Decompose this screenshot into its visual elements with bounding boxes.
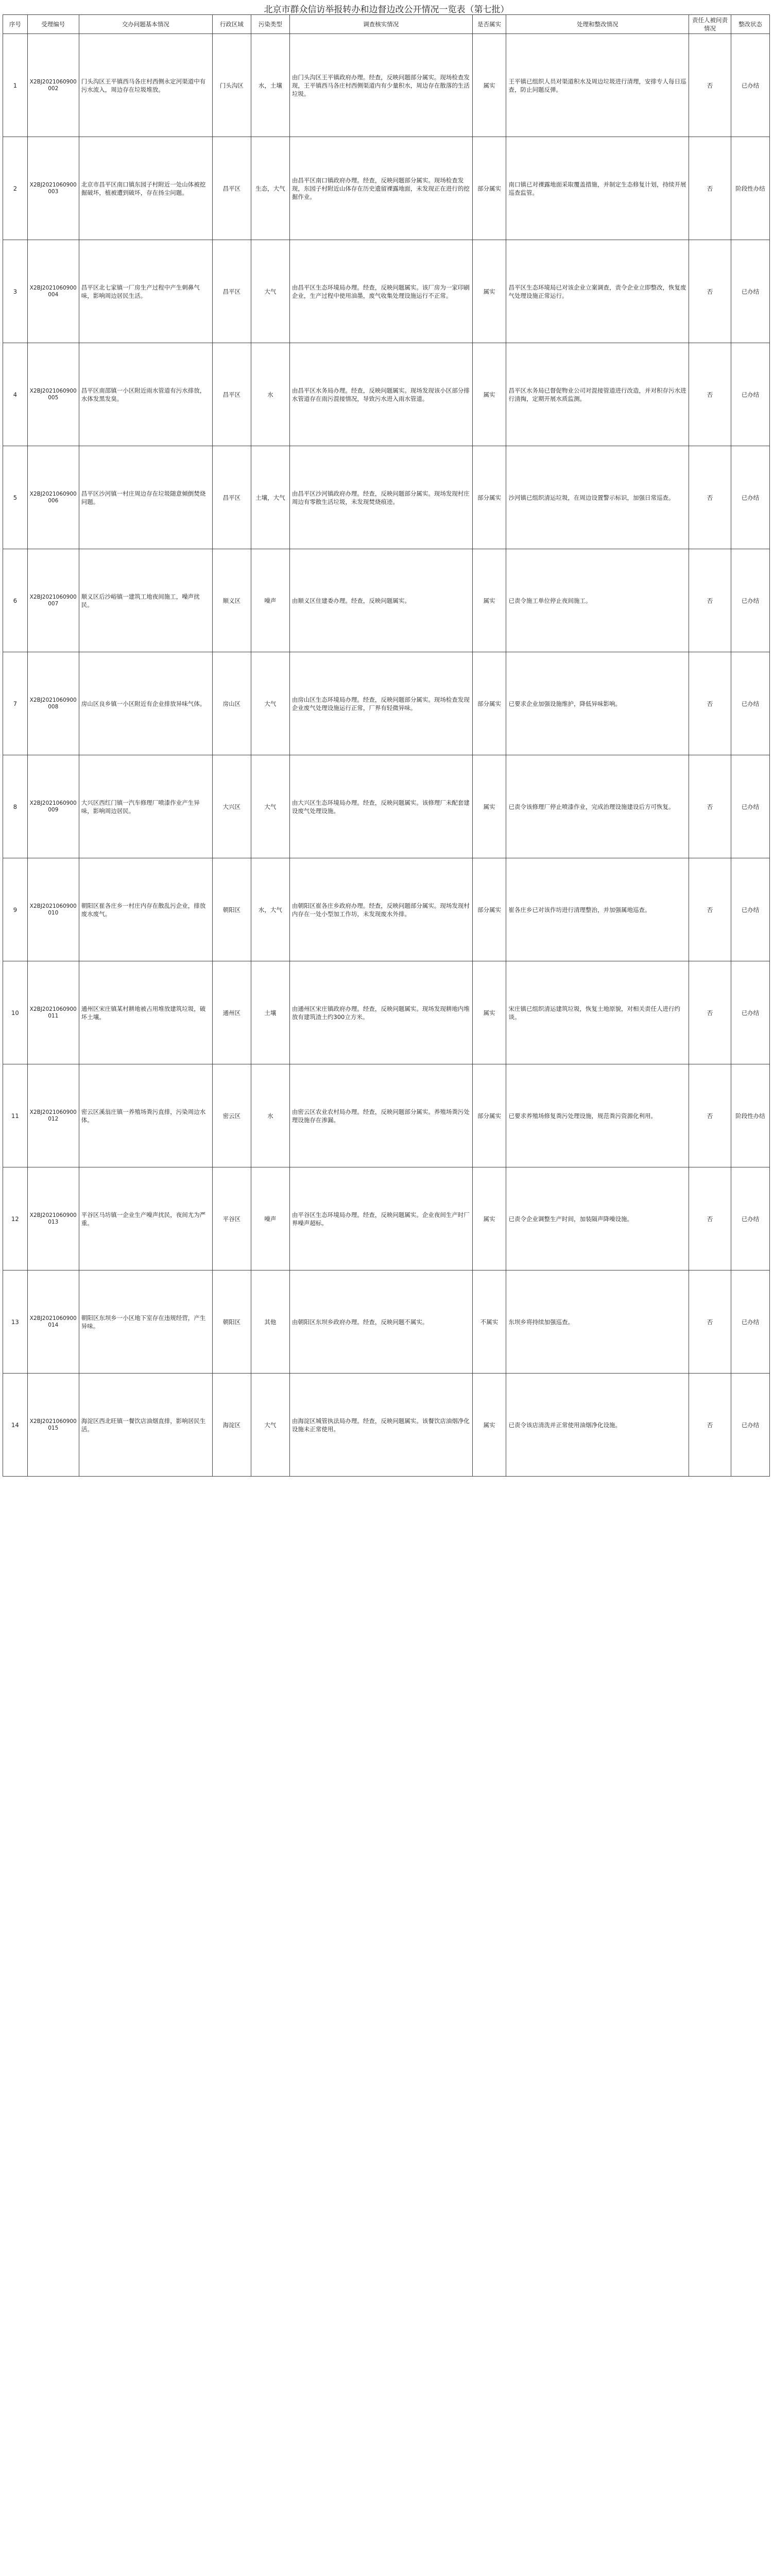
cell-basic: 昌平区北七家镇一厂房生产过程中产生刺鼻气味，影响周边居民生活。 (79, 240, 212, 343)
cell-id: X2BJ2021060900002 (27, 34, 79, 137)
cell-action: 已责令该修理厂停止喷漆作业，完成治理设施建设后方可恢复。 (506, 755, 689, 858)
cell-state: 已办结 (731, 1270, 769, 1374)
cell-survey: 由海淀区城管执法局办理。经查，反映问题属实。该餐饮店油烟净化设施未正常使用。 (289, 1374, 472, 1477)
cell-action: 已要求养殖场修复粪污处理设施，规范粪污资源化利用。 (506, 1064, 689, 1167)
table-row (3, 1270, 770, 1374)
table-row (3, 137, 770, 240)
cell-district: 平谷区 (212, 1167, 251, 1270)
cell-ptype: 生态，大气 (251, 137, 289, 240)
cell-action: 昌平区水务局已督促物业公司对混接管道进行改造，并对积存污水进行清掏，定期开展水质监测。 (506, 343, 689, 446)
cell-ptype: 大气 (251, 755, 289, 858)
header-action: 处理和整改情况 (506, 15, 689, 34)
cell-no: 9 (3, 858, 28, 961)
cell-id: X2BJ2021060900013 (27, 1167, 79, 1270)
cell-blame: 否 (689, 858, 731, 961)
cell-truth: 不属实 (472, 1270, 506, 1374)
cell-blame: 否 (689, 34, 731, 137)
cell-id: X2BJ2021060900012 (27, 1064, 79, 1167)
cell-district: 昌平区 (212, 240, 251, 343)
cell-ptype: 土壤 (251, 961, 289, 1064)
cell-state: 已办结 (731, 34, 769, 137)
cell-action: 宋庄镇已组织清运建筑垃圾，恢复土地原貌，对相关责任人进行约谈。 (506, 961, 689, 1064)
table-row (3, 549, 770, 652)
cell-id: X2BJ2021060900014 (27, 1270, 79, 1374)
cell-blame: 否 (689, 549, 731, 652)
cell-basic: 通州区宋庄镇某村耕地被占用堆放建筑垃圾，破坏土壤。 (79, 961, 212, 1064)
header-truth: 是否属实 (472, 15, 506, 34)
cell-district: 门头沟区 (212, 34, 251, 137)
cell-id: X2BJ2021060900003 (27, 137, 79, 240)
cell-truth: 属实 (472, 240, 506, 343)
cell-state: 已办结 (731, 755, 769, 858)
cell-state: 阶段性办结 (731, 137, 769, 240)
cell-survey: 由大兴区生态环境局办理。经查，反映问题属实。该修理厂未配套建设废气处理设施。 (289, 755, 472, 858)
cell-ptype: 水 (251, 343, 289, 446)
cell-blame: 否 (689, 1167, 731, 1270)
header-ptype: 污染类型 (251, 15, 289, 34)
cell-district: 朝阳区 (212, 858, 251, 961)
cell-blame: 否 (689, 961, 731, 1064)
header-id: 受理编号 (27, 15, 79, 34)
cell-basic: 平谷区马坊镇一企业生产噪声扰民，夜间尤为严重。 (79, 1167, 212, 1270)
cell-basic: 北京市昌平区南口镇东园子村附近一处山体被挖掘破坏，植被遭到破坏，存在扬尘问题。 (79, 137, 212, 240)
cell-survey: 由朝阳区崔各庄乡政府办理。经查，反映问题部分属实。现场发现村内存在一处小型加工作坊，未发现废水外排。 (289, 858, 472, 961)
cell-state: 已办结 (731, 1167, 769, 1270)
cell-truth: 部分属实 (472, 858, 506, 961)
cell-blame: 否 (689, 1270, 731, 1374)
cell-basic: 门头沟区王平镇西马各庄村西侧永定河渠道中有污水流入，周边存在垃圾堆放。 (79, 34, 212, 137)
cell-ptype: 噪声 (251, 549, 289, 652)
cell-state: 已办结 (731, 446, 769, 549)
cell-district: 通州区 (212, 961, 251, 1064)
cell-survey: 由通州区宋庄镇政府办理。经查，反映问题属实。现场发现耕地内堆放有建筑渣土约300立方米。 (289, 961, 472, 1064)
cell-district: 顺义区 (212, 549, 251, 652)
cell-ptype: 水，大气 (251, 858, 289, 961)
cell-district: 朝阳区 (212, 1270, 251, 1374)
header-state: 整改状态 (731, 15, 769, 34)
cell-survey: 由昌平区南口镇政府办理。经查，反映问题部分属实。现场检查发现，东园子村附近山体存在历史遗留裸露地面，未发现正在进行的挖掘作业。 (289, 137, 472, 240)
table-row (3, 1167, 770, 1270)
table-row (3, 240, 770, 343)
cell-basic: 昌平区沙河镇一村庄周边存在垃圾随意倾倒焚烧问题。 (79, 446, 212, 549)
cell-district: 大兴区 (212, 755, 251, 858)
cell-ptype: 土壤，大气 (251, 446, 289, 549)
cell-basic: 大兴区西红门镇一汽车修理厂喷漆作业产生异味，影响周边居民。 (79, 755, 212, 858)
cell-id: X2BJ2021060900004 (27, 240, 79, 343)
cell-state: 已办结 (731, 240, 769, 343)
cell-truth: 部分属实 (472, 652, 506, 755)
cell-district: 房山区 (212, 652, 251, 755)
cell-district: 昌平区 (212, 343, 251, 446)
cell-district: 昌平区 (212, 446, 251, 549)
cell-id: X2BJ2021060900009 (27, 755, 79, 858)
cell-no: 2 (3, 137, 28, 240)
cell-action: 南口镇已对裸露地面采取覆盖措施，并制定生态修复计划，持续开展巡查监管。 (506, 137, 689, 240)
cell-id: X2BJ2021060900006 (27, 446, 79, 549)
cell-ptype: 噪声 (251, 1167, 289, 1270)
cell-truth: 属实 (472, 755, 506, 858)
table-row (3, 343, 770, 446)
cell-no: 3 (3, 240, 28, 343)
cell-truth: 部分属实 (472, 137, 506, 240)
cell-survey: 由平谷区生态环境局办理。经查，反映问题属实。企业夜间生产时厂界噪声超标。 (289, 1167, 472, 1270)
cell-survey: 由顺义区住建委办理。经查，反映问题属实。 (289, 549, 472, 652)
cell-district: 密云区 (212, 1064, 251, 1167)
cell-survey: 由昌平区沙河镇政府办理。经查，反映问题部分属实。现场发现村庄周边有零散生活垃圾，未发现焚烧痕迹。 (289, 446, 472, 549)
cell-ptype: 水 (251, 1064, 289, 1167)
header-blame: 责任人被问责情况 (689, 15, 731, 34)
cell-district: 昌平区 (212, 137, 251, 240)
cell-basic: 房山区良乡镇一小区附近有企业排放异味气体。 (79, 652, 212, 755)
cell-action: 已要求企业加强设施维护，降低异味影响。 (506, 652, 689, 755)
cell-action: 沙河镇已组织清运垃圾，在周边设置警示标识，加强日常巡查。 (506, 446, 689, 549)
cell-action: 已责令该店清洗并正常使用油烟净化设施。 (506, 1374, 689, 1477)
cell-district: 海淀区 (212, 1374, 251, 1477)
cell-basic: 顺义区后沙峪镇一建筑工地夜间施工，噪声扰民。 (79, 549, 212, 652)
page-title: 北京市群众信访举报转办和边督边改公开情况一览表（第七批） (264, 5, 509, 15)
header-survey: 调查核实情况 (289, 15, 472, 34)
cell-truth: 属实 (472, 343, 506, 446)
cell-survey: 由门头沟区王平镇政府办理。经查，反映问题部分属实。现场检查发现，王平镇西马各庄村西侧渠道内有少量积水，周边存在散落的生活垃圾。 (289, 34, 472, 137)
cell-truth: 部分属实 (472, 446, 506, 549)
cell-blame: 否 (689, 652, 731, 755)
cell-action: 已责令企业调整生产时间，加装隔声降噪设施。 (506, 1167, 689, 1270)
cell-action: 王平镇已组织人员对渠道积水及周边垃圾进行清理，安排专人每日巡查，防止问题反弹。 (506, 34, 689, 137)
cell-truth: 属实 (472, 549, 506, 652)
cell-truth: 部分属实 (472, 1064, 506, 1167)
cell-no: 1 (3, 34, 28, 137)
cell-blame: 否 (689, 755, 731, 858)
table-row (3, 34, 770, 137)
cell-blame: 否 (689, 240, 731, 343)
cell-no: 10 (3, 961, 28, 1064)
cell-no: 7 (3, 652, 28, 755)
cell-truth: 属实 (472, 961, 506, 1064)
cell-action: 崔各庄乡已对该作坊进行清理整治，并加强属地巡查。 (506, 858, 689, 961)
cell-no: 6 (3, 549, 28, 652)
cell-survey: 由昌平区水务局办理。经查，反映问题属实。现场发现该小区部分排水管道存在雨污混接情况，导致污水进入雨水管道。 (289, 343, 472, 446)
cell-no: 11 (3, 1064, 28, 1167)
cell-no: 12 (3, 1167, 28, 1270)
cell-blame: 否 (689, 1064, 731, 1167)
cell-blame: 否 (689, 1374, 731, 1477)
table-row (3, 446, 770, 549)
cell-ptype: 大气 (251, 1374, 289, 1477)
cell-ptype: 水，土壤 (251, 34, 289, 137)
cell-ptype: 大气 (251, 652, 289, 755)
complaint-table (3, 14, 770, 1477)
cell-state: 已办结 (731, 961, 769, 1064)
cell-state: 已办结 (731, 1374, 769, 1477)
cell-id: X2BJ2021060900010 (27, 858, 79, 961)
table-row (3, 1064, 770, 1167)
table-row (3, 858, 770, 961)
cell-ptype: 其他 (251, 1270, 289, 1374)
cell-ptype: 大气 (251, 240, 289, 343)
cell-no: 4 (3, 343, 28, 446)
cell-survey: 由房山区生态环境局办理。经查，反映问题部分属实。现场检查发现企业废气处理设施运行正常，厂界有轻微异味。 (289, 652, 472, 755)
cell-basic: 昌平区南邵镇一小区附近雨水管道有污水排放，水体发黑发臭。 (79, 343, 212, 446)
cell-state: 已办结 (731, 549, 769, 652)
cell-basic: 海淀区西北旺镇一餐饮店油烟直排，影响居民生活。 (79, 1374, 212, 1477)
cell-id: X2BJ2021060900011 (27, 961, 79, 1064)
cell-state: 已办结 (731, 343, 769, 446)
cell-truth: 属实 (472, 1167, 506, 1270)
cell-id: X2BJ2021060900008 (27, 652, 79, 755)
cell-id: X2BJ2021060900015 (27, 1374, 79, 1477)
cell-action: 东坝乡将持续加强巡查。 (506, 1270, 689, 1374)
cell-basic: 密云区溪翁庄镇一养殖场粪污直排，污染周边水体。 (79, 1064, 212, 1167)
cell-basic: 朝阳区崔各庄乡一村庄内存在散乱污企业，排放废水废气。 (79, 858, 212, 961)
table-row (3, 1374, 770, 1477)
cell-basic: 朝阳区东坝乡一小区地下室存在违规经营，产生异味。 (79, 1270, 212, 1374)
cell-blame: 否 (689, 343, 731, 446)
cell-action: 昌平区生态环境局已对该企业立案调查，责令企业立即整改，恢复废气处理设施正常运行。 (506, 240, 689, 343)
table-header-row (3, 15, 770, 34)
cell-id: X2BJ2021060900007 (27, 549, 79, 652)
cell-no: 5 (3, 446, 28, 549)
table-row (3, 755, 770, 858)
cell-truth: 属实 (472, 1374, 506, 1477)
cell-id: X2BJ2021060900005 (27, 343, 79, 446)
cell-state: 阶段性办结 (731, 1064, 769, 1167)
cell-survey: 由昌平区生态环境局办理。经查，反映问题属实。该厂房为一家印刷企业，生产过程中使用油墨，废气收集处理设施运行不正常。 (289, 240, 472, 343)
header-no: 序号 (3, 15, 28, 34)
table-body (3, 34, 770, 1477)
cell-truth: 属实 (472, 34, 506, 137)
header-basic: 交办问题基本情况 (79, 15, 212, 34)
cell-blame: 否 (689, 446, 731, 549)
header-district: 行政区域 (212, 15, 251, 34)
cell-action: 已责令施工单位停止夜间施工。 (506, 549, 689, 652)
table-row (3, 961, 770, 1064)
cell-survey: 由密云区农业农村局办理。经查，反映问题部分属实。养殖场粪污处理设施存在渗漏。 (289, 1064, 472, 1167)
cell-state: 已办结 (731, 652, 769, 755)
cell-no: 8 (3, 755, 28, 858)
cell-state: 已办结 (731, 858, 769, 961)
cell-no: 14 (3, 1374, 28, 1477)
cell-blame: 否 (689, 137, 731, 240)
table-row (3, 652, 770, 755)
cell-survey: 由朝阳区东坝乡政府办理。经查，反映问题不属实。 (289, 1270, 472, 1374)
cell-no: 13 (3, 1270, 28, 1374)
